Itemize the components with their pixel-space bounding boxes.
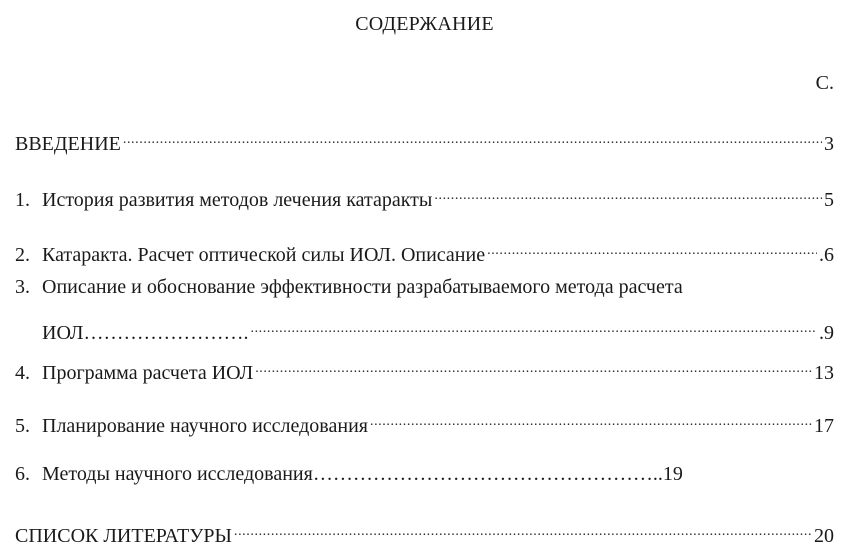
toc-entry-page: .9 xyxy=(819,322,834,344)
dot-leader xyxy=(487,235,817,261)
toc-entry-1[interactable] xyxy=(15,180,834,211)
dot-leader xyxy=(250,313,817,339)
toc-entry-label: ИОЛ……………………. xyxy=(42,322,249,344)
dot-leader xyxy=(234,516,812,542)
toc-entry-label: Катаракта. Расчет оптической силы ИОЛ. Описание xyxy=(42,244,486,266)
toc-entry-5[interactable] xyxy=(15,406,834,437)
dot-leader xyxy=(434,180,822,206)
toc-entry-label: СПИСОК ЛИТЕРАТУРЫ xyxy=(15,525,232,547)
toc-entry-6[interactable] xyxy=(15,461,834,487)
toc-entry-page: 5 xyxy=(824,189,834,211)
toc-entry-introduction[interactable] xyxy=(15,124,834,155)
toc-entry-label: Планирование научного исследования xyxy=(42,415,368,437)
toc-entry-number: 1. xyxy=(15,189,30,211)
toc-entry-3[interactable] xyxy=(15,274,834,300)
toc-entry-label: История развития методов лечения катаракты xyxy=(42,189,433,211)
dot-leader xyxy=(370,406,812,432)
toc-entry-label: Описание и обоснование эффективности разрабатываемого метода расчета xyxy=(42,276,683,298)
toc-entry-3-continuation[interactable] xyxy=(42,313,834,344)
toc-entry-label: ВВЕДЕНИЕ xyxy=(15,133,121,155)
toc-entry-label: Программа расчета ИОЛ xyxy=(42,362,254,384)
page-column-header: С. xyxy=(815,72,834,94)
toc-entry-page: 17 xyxy=(814,415,834,437)
toc-entry-page: 13 xyxy=(814,362,834,384)
toc-entry-page: 3 xyxy=(824,133,834,155)
toc-entry-number: 2. xyxy=(15,244,30,266)
toc-entry-number: 3. xyxy=(15,276,30,298)
dot-leader xyxy=(255,353,812,379)
dot-leader xyxy=(123,124,822,150)
toc-entry-page: ..19 xyxy=(652,463,683,485)
toc-entry-page: 20 xyxy=(814,525,834,547)
toc-title: СОДЕРЖАНИЕ xyxy=(355,13,494,35)
toc-entry-number: 5. xyxy=(15,415,30,437)
toc-entry-4[interactable] xyxy=(15,353,834,384)
toc-entry-label: Методы научного исследования…………………………………………… xyxy=(42,463,653,485)
toc-entry-number: 6. xyxy=(15,463,30,485)
toc-entry-number: 4. xyxy=(15,362,30,384)
toc-entry-2[interactable] xyxy=(15,235,834,266)
toc-entry-references[interactable] xyxy=(15,516,834,547)
toc-entry-page: .6 xyxy=(819,244,834,266)
